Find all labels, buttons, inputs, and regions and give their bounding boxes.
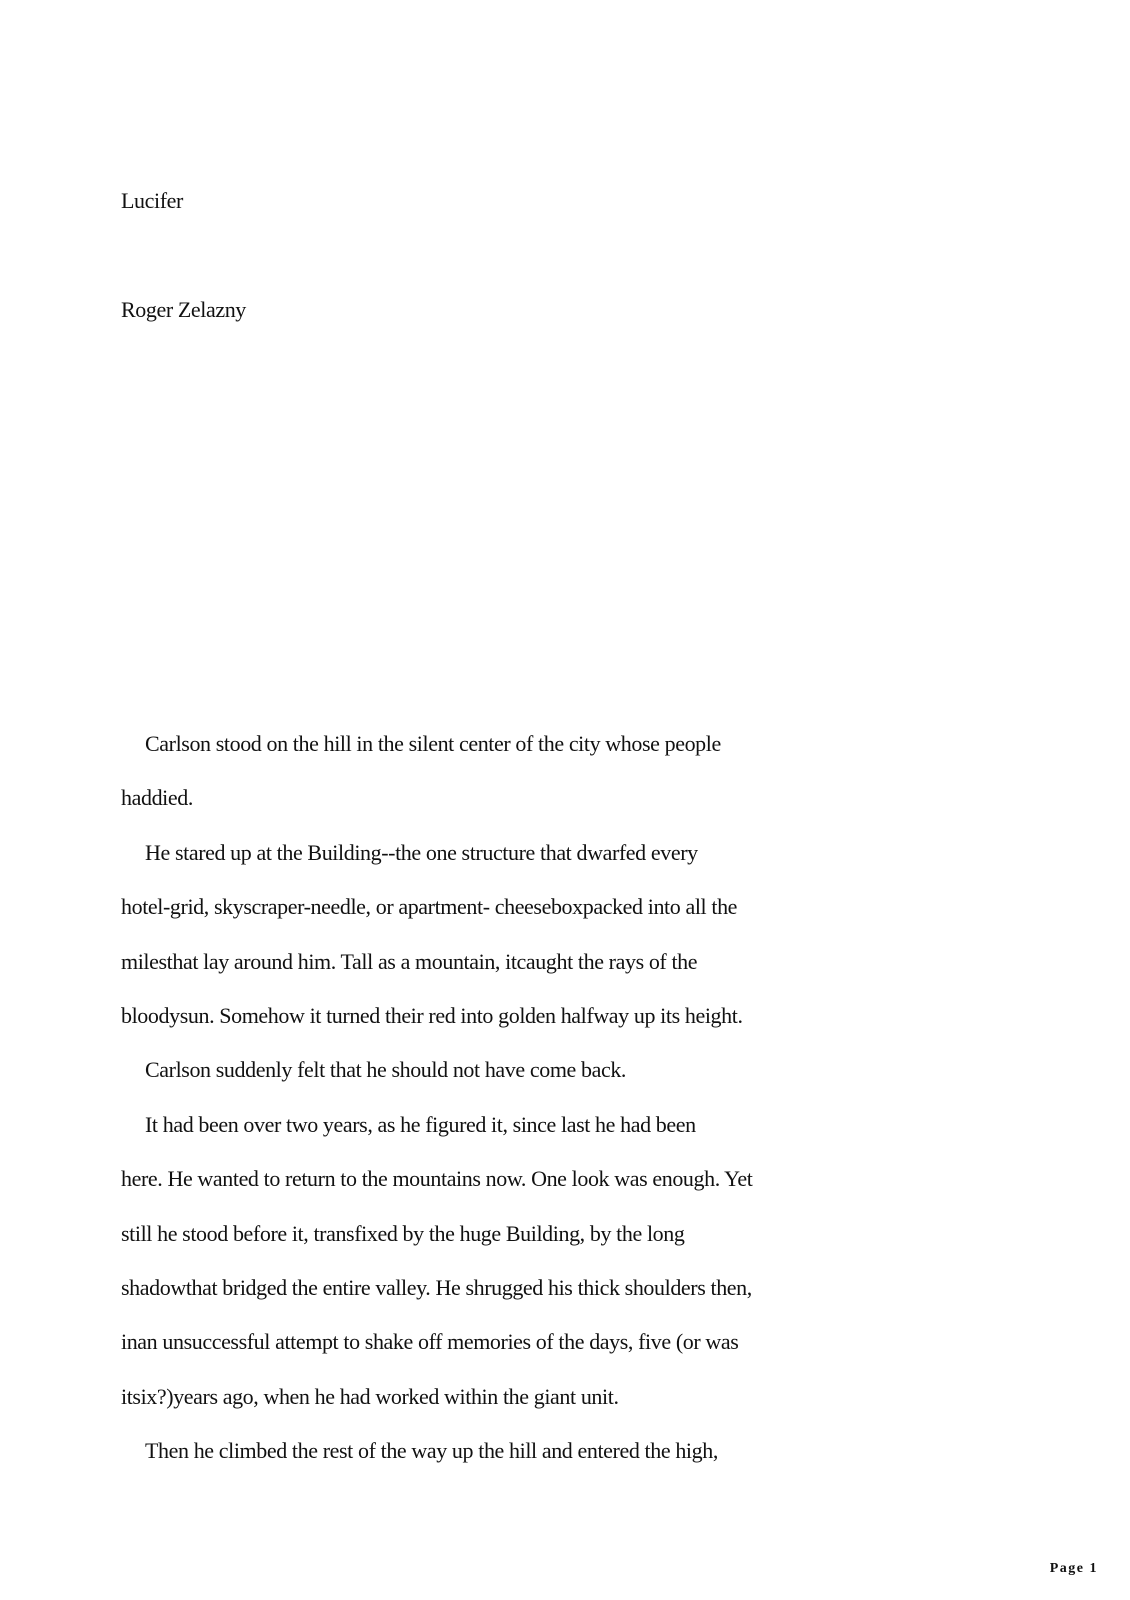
text-line: still he stood before it, transfixed by the huge Building, by the long: [121, 1220, 685, 1246]
text-line: inan unsuccessful attempt to shake off memories of the days, five (or was: [121, 1329, 739, 1355]
page-number: Page 1: [1049, 1561, 1098, 1576]
text-line: bloodysun. Somehow it turned their red into golden halfway up its height.: [121, 1002, 743, 1028]
text-line: itsix?)years ago, when he had worked within the giant unit.: [121, 1383, 619, 1409]
body-text: [121, 717, 921, 1478]
text-line: He stared up at the Building--the one structure that dwarfed every: [145, 839, 698, 865]
text-line: haddied.: [121, 785, 193, 811]
document-author: Roger Zelazny: [121, 297, 246, 322]
text-line: Carlson suddenly felt that he should not have come back.: [145, 1057, 627, 1083]
text-line: Then he climbed the rest of the way up the hill and entered the high,: [145, 1438, 718, 1464]
document-title: Lucifer: [121, 188, 183, 213]
text-line: milesthat lay around him. Tall as a mountain, itcaught the rays of the: [121, 948, 698, 974]
text-line: Carlson stood on the hill in the silent center of the city whose people: [145, 731, 721, 756]
text-line: shadowthat bridged the entire valley. He shrugged his thick shoulders then,: [121, 1274, 752, 1300]
text-line: It had been over two years, as he figured it, since last he had been: [145, 1111, 696, 1137]
text-line: here. He wanted to return to the mountains now. One look was enough. Yet: [121, 1166, 753, 1192]
text-line: hotel-grid, skyscraper-needle, or apartment- cheeseboxpacked into all the: [121, 894, 738, 920]
